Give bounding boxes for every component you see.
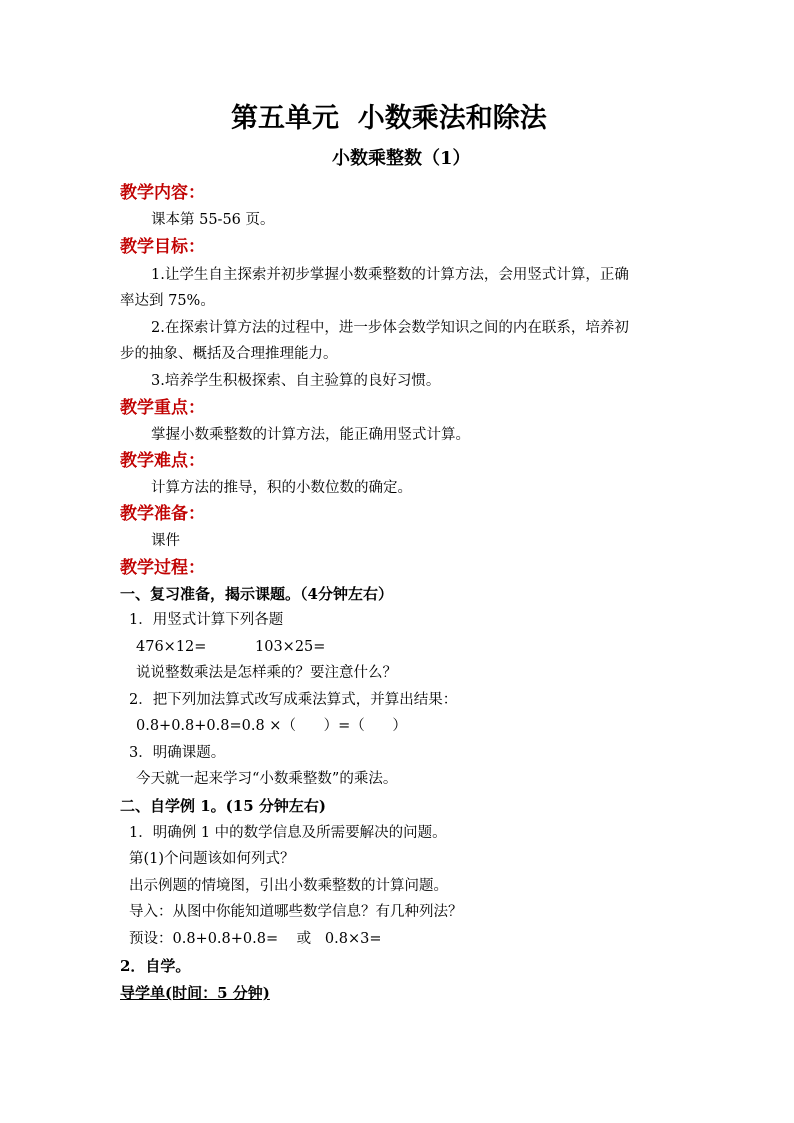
goal-1-line-2: 率达到 75%。	[120, 293, 215, 309]
goal-3: 3.培养学生积极探索、自主验算的良好习惯。	[151, 373, 441, 389]
section-2-self-study: 2．自学。	[120, 957, 191, 975]
lesson-subtitle: 小数乘整数（1）	[332, 148, 471, 169]
section-1-intro: 今天就一起来学习“小数乘整数”的乘法。	[136, 771, 398, 787]
section-1-expression: 0.8+0.8+0.8=0.8 ×（ ）=（ ）	[136, 718, 407, 734]
key-point-text: 掌握小数乘整数的计算方法，能正确用竖式计算。	[151, 427, 470, 443]
content-heading: 教学内容：	[120, 183, 205, 203]
section-1-question: 说说整数乘法是怎样乘的？要注意什么？	[136, 665, 397, 681]
section-2-title: 二、自学例 1。(15 分钟左右)	[120, 797, 326, 815]
section-1-item-2: 2．把下列加法算式改写成乘法算式，并算出结果：	[129, 692, 458, 708]
section-1-item-3: 3．明确课题。	[129, 745, 226, 761]
preparation-text: 课件	[151, 533, 180, 549]
section-2-preset: 预设：0.8+0.8+0.8= 或 0.8×3=	[129, 931, 382, 947]
section-1-title: 一、复习准备，揭示课题。（4分钟左右）	[120, 585, 393, 603]
section-2-item-1: 1．明确例 1 中的数学信息及所需要解决的问题。	[129, 825, 447, 841]
section-2-question: 第(1)个问题该如何列式？	[129, 851, 295, 867]
preparation-heading: 教学准备：	[120, 504, 205, 524]
section-1-item-1: 1．用竖式计算下列各题	[129, 612, 284, 628]
key-point-heading: 教学重点：	[120, 398, 205, 418]
section-1-calc-2: 103×25=	[255, 639, 326, 655]
goal-2-line-2: 步的抽象、概括及合理推理能力。	[120, 346, 338, 362]
difficulty-text: 计算方法的推导，积的小数位数的确定。	[151, 480, 412, 496]
goals-heading: 教学目标：	[120, 237, 205, 257]
page-title: 第五单元 小数乘法和除法	[231, 103, 547, 134]
process-heading: 教学过程：	[120, 558, 205, 578]
section-2-guide: 导入：从图中你能知道哪些数学信息？有几种列法？	[129, 904, 463, 920]
section-2-show: 出示例题的情境图，引出小数乘整数的计算问题。	[129, 878, 448, 894]
difficulty-heading: 教学难点：	[120, 451, 205, 471]
goal-2-line-1: 2.在探索计算方法的过程中，进一步体会数学知识之间的内在联系，培养初	[151, 320, 629, 336]
content-text: 课本第 55-56 页。	[151, 212, 275, 228]
guide-sheet-label: 导学单(时间：5 分钟)	[120, 984, 270, 1002]
section-1-calc-1: 476×12=	[136, 639, 207, 655]
goal-1-line-1: 1.让学生自主探索并初步掌握小数乘整数的计算方法，会用竖式计算，正确	[151, 267, 629, 283]
